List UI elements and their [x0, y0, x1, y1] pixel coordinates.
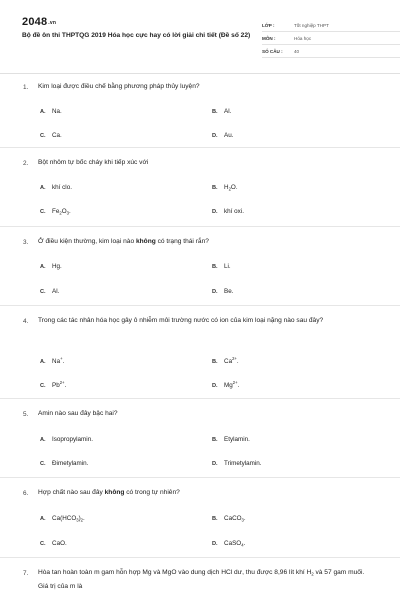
option-formula: $Ca(HCO_3)_2$.	[52, 515, 85, 523]
option-a[interactable]	[40, 356, 64, 365]
option-b[interactable]	[212, 436, 250, 443]
option-text: Ca.	[52, 132, 62, 139]
option-formula: CaCO$_3$.	[224, 515, 246, 523]
question-divider	[0, 477, 400, 478]
question-text-emphasis: không	[135, 238, 156, 245]
question-divider	[0, 398, 400, 399]
question-divider	[0, 557, 400, 558]
option-letter: A.	[40, 516, 46, 522]
option-letter: D.	[212, 289, 218, 295]
option-text: Isopropylamin.	[52, 436, 93, 443]
question-text-part: có trạng thái rắn?	[155, 238, 209, 245]
option-text: Au.	[224, 132, 234, 139]
option-formula: Na+.	[52, 356, 65, 365]
meta-value: Tốt nghiệp THPT	[294, 22, 329, 28]
document-meta	[262, 19, 400, 58]
option-letter: A.	[40, 359, 46, 365]
option-b[interactable]	[212, 263, 231, 270]
option-a[interactable]	[40, 263, 62, 270]
option-letter: C.	[40, 289, 46, 295]
option-b[interactable]	[212, 108, 231, 115]
question-number: 7.	[23, 570, 29, 577]
option-text: Al.	[224, 108, 232, 115]
option-letter: D.	[212, 383, 218, 389]
option-text: Etylamin.	[224, 436, 250, 443]
option-text: khí clo.	[52, 184, 72, 191]
option-b[interactable]	[212, 356, 239, 365]
option-letter: D.	[212, 461, 218, 467]
meta-value: 40	[294, 48, 300, 54]
question-number: 1.	[23, 84, 29, 91]
option-text: khí oxi.	[224, 208, 244, 215]
option-letter: B.	[212, 109, 218, 115]
question-number: 2.	[23, 160, 29, 167]
option-d[interactable]	[212, 288, 233, 295]
meta-label: MÔN :	[262, 35, 276, 41]
option-text: Al.	[52, 288, 60, 295]
option-letter: D.	[212, 209, 218, 215]
option-a[interactable]	[40, 108, 62, 115]
meta-label: SỐ CÂU :	[262, 48, 283, 54]
meta-row-subject	[262, 32, 400, 45]
document-title: Bộ đề ôn thi THPTQG 2019 Hóa học cực hay có lời giải chi tiết (Đề số 22)	[22, 32, 251, 39]
question-text-part: có trong tự nhiên?	[124, 489, 180, 496]
option-formula: $Ca^{2+}$.	[224, 356, 239, 365]
header-divider	[0, 73, 400, 74]
question-text-part: Ở điều kiện thường, kim loại nào	[38, 238, 136, 245]
option-formula: $Pb^{2+}$.	[52, 380, 67, 389]
question-text: Bột nhôm tự bốc cháy khi tiếp xúc với	[38, 159, 149, 166]
option-text: Be.	[224, 288, 234, 295]
meta-row-count	[262, 45, 400, 58]
option-text: $Fe_2O_3$.	[52, 208, 71, 216]
meta-value: Hóa học	[294, 35, 312, 41]
meta-row-class	[262, 19, 400, 32]
question-number: 3.	[23, 239, 29, 246]
option-letter: A.	[40, 437, 46, 443]
question-divider	[0, 226, 400, 227]
option-letter: C.	[40, 133, 46, 139]
option-letter: A.	[40, 109, 46, 115]
question-text-emphasis: không	[104, 489, 125, 496]
option-text: Trimetylamin.	[224, 460, 262, 467]
option-text: Hg.	[52, 263, 62, 270]
question-text: Trong các tác nhân hóa học gây ô nhiễm môi trường nước có ion của kim loại nặng nào sau đây?	[38, 317, 324, 324]
option-c[interactable]	[40, 208, 71, 216]
meta-label: LỚP :	[262, 22, 275, 28]
question-text: Amin nào sau đây bậc hai?	[38, 410, 118, 417]
option-a[interactable]	[40, 184, 72, 191]
option-c[interactable]	[40, 288, 59, 295]
document-header	[22, 16, 382, 64]
option-b[interactable]	[212, 515, 246, 523]
option-letter: C.	[40, 541, 46, 547]
question-text: Kim loại được điều chế bằng phương pháp thủy luyện?	[38, 83, 200, 90]
question-number: 5.	[23, 411, 29, 418]
option-c[interactable]	[40, 380, 66, 389]
option-c[interactable]	[40, 540, 67, 547]
option-d[interactable]	[212, 540, 245, 548]
option-d[interactable]	[212, 380, 239, 389]
option-text: Na.	[52, 108, 62, 115]
option-a[interactable]	[40, 436, 93, 443]
option-b[interactable]	[212, 184, 238, 192]
option-letter: A.	[40, 264, 46, 270]
option-letter: B.	[212, 264, 218, 270]
question-text-part: Hợp chất nào sau đây	[38, 489, 105, 496]
option-formula: $Mg^{2+}$.	[224, 380, 240, 389]
question-text: Hòa tan hoàn toàn m gam hỗn hợp Mg và MgO vào dung dịch HCl dư, thu được 8,96 lít khí $H_2$ và 57 gam muối. Giá trị của m là	[38, 569, 365, 590]
option-letter: B.	[212, 185, 218, 191]
option-letter: B.	[212, 359, 218, 365]
option-letter: D.	[212, 541, 218, 547]
option-a[interactable]	[40, 515, 85, 523]
question-number: 6.	[23, 490, 29, 497]
question-divider	[0, 305, 400, 306]
option-letter: B.	[212, 437, 218, 443]
logo-text: 2048	[22, 16, 48, 28]
option-formula: CaSO$_4$.	[224, 540, 246, 548]
logo-suffix: .vn	[48, 20, 57, 26]
option-d[interactable]	[212, 132, 233, 139]
option-d[interactable]	[212, 460, 262, 467]
option-letter: B.	[212, 516, 218, 522]
question-text	[38, 487, 376, 499]
option-letter: C.	[40, 209, 46, 215]
option-letter: A.	[40, 185, 46, 191]
question-number: 4.	[23, 318, 29, 325]
option-letter: C.	[40, 461, 46, 467]
option-letter: D.	[212, 133, 218, 139]
option-text: $H_2O$.	[224, 184, 238, 192]
option-c[interactable]	[40, 460, 88, 467]
option-c[interactable]	[40, 132, 62, 139]
option-text: Li.	[224, 263, 231, 270]
option-formula: CaO.	[52, 540, 67, 547]
option-letter: C.	[40, 383, 46, 389]
option-d[interactable]	[212, 208, 244, 215]
question-text	[38, 236, 376, 248]
option-text: Đimetylamin.	[52, 460, 89, 467]
question-divider	[0, 147, 400, 148]
